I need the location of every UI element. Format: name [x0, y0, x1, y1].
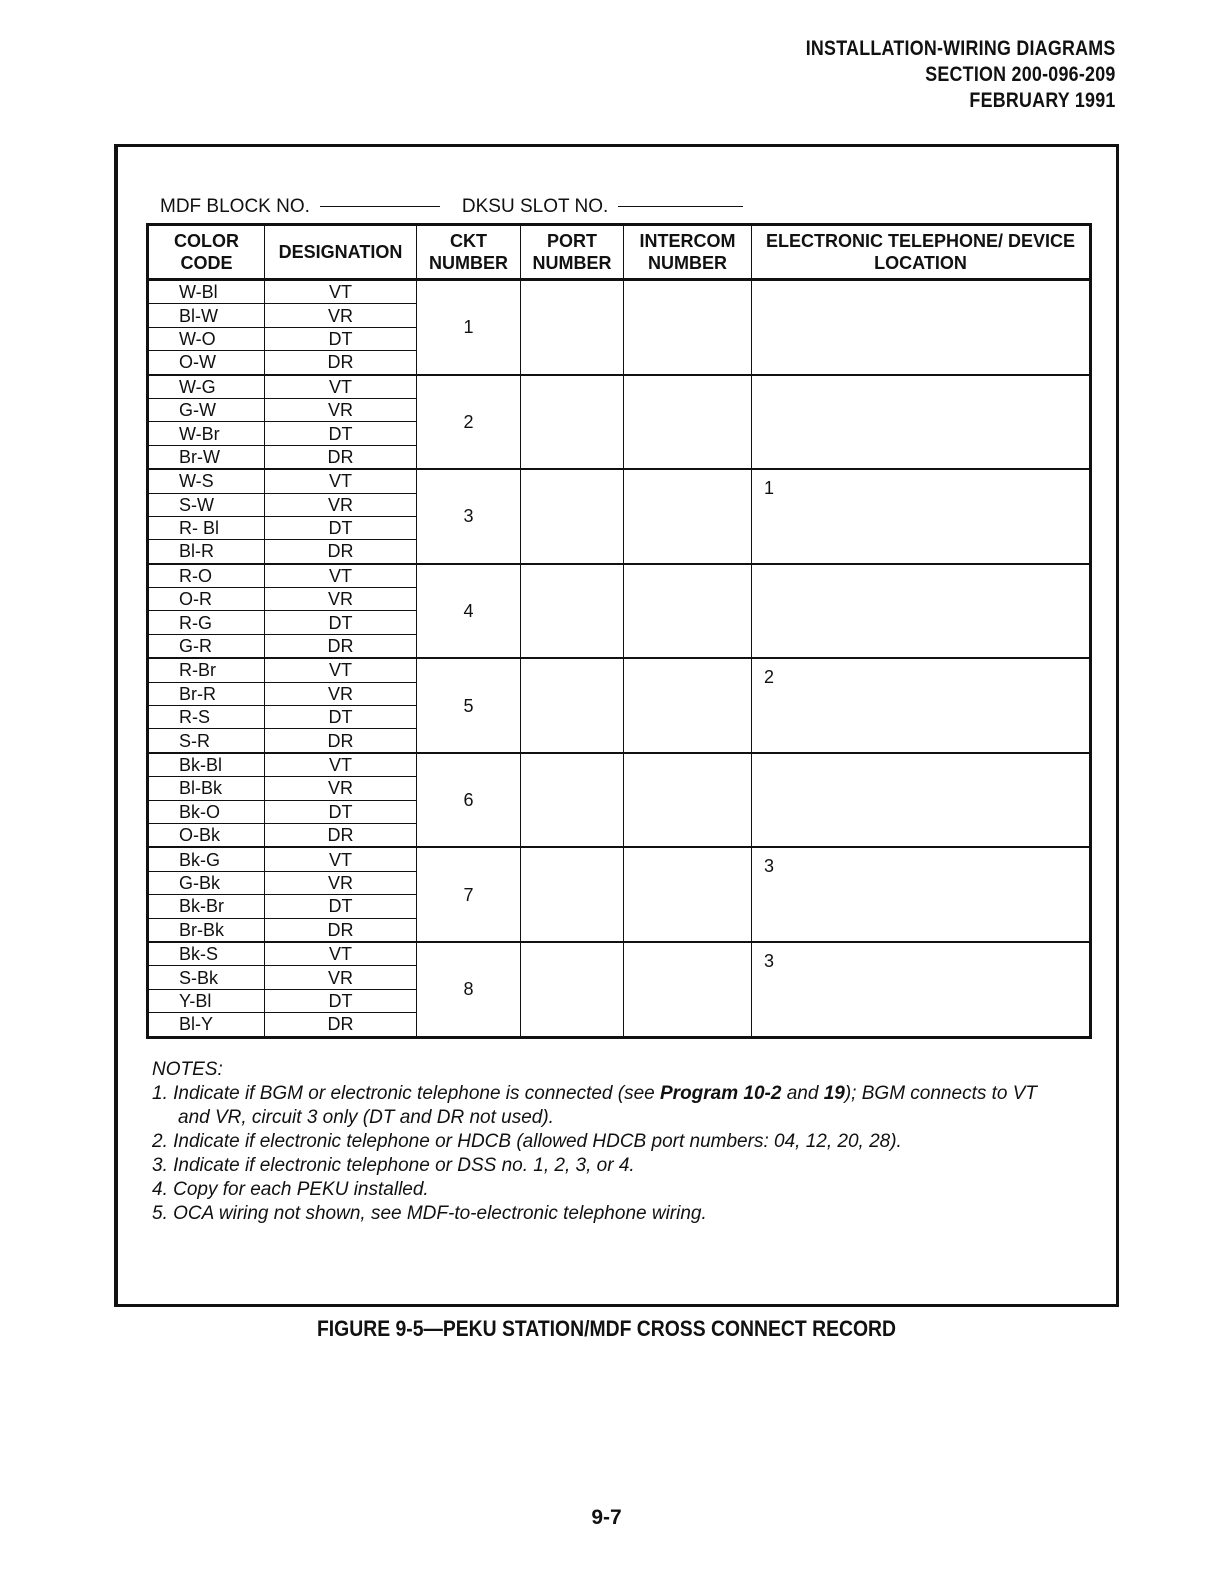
color-code-cell: Bk-Bl	[148, 753, 265, 777]
color-code-cell: W-S	[148, 469, 265, 493]
header-date: FEBRUARY 1991	[969, 89, 1116, 112]
notes	[152, 1058, 1037, 1226]
designation-cell: DR	[265, 1013, 417, 1037]
color-code-cell: G-R	[148, 634, 265, 658]
designation-cell: VR	[265, 304, 417, 327]
figure-caption: FIGURE 9-5—PEKU STATION/MDF CROSS CONNECT RECORD	[316, 1316, 897, 1341]
designation-cell: VR	[265, 588, 417, 611]
color-code-cell: Bl-Bk	[148, 777, 265, 800]
mdf-block-label: MDF BLOCK NO.	[160, 196, 310, 217]
port-number-cell[interactable]	[521, 280, 624, 375]
designation-cell: DR	[265, 729, 417, 753]
document-header	[806, 36, 1116, 114]
column-header: INTERCOM NUMBER	[624, 225, 752, 280]
port-number-cell[interactable]	[521, 469, 624, 564]
designation-cell: VR	[265, 493, 417, 516]
note-3: 3. Indicate if electronic telephone or DSS no. 1, 2, 3, or 4.	[152, 1155, 635, 1176]
device-location-cell[interactable]: 3	[752, 847, 1091, 942]
notes-title: NOTES:	[152, 1059, 223, 1080]
note-2: 2. Indicate if electronic telephone or HDCB (allowed HDCB port numbers: 04, 12, 20, 28).	[152, 1131, 902, 1152]
table-row	[148, 469, 1091, 493]
color-code-cell: R-Br	[148, 658, 265, 682]
device-location-cell[interactable]	[752, 280, 1091, 375]
color-code-cell: Bl-R	[148, 540, 265, 564]
device-location-cell[interactable]: 3	[752, 942, 1091, 1037]
note-4: 4. Copy for each PEKU installed.	[152, 1179, 429, 1200]
designation-cell: DT	[265, 800, 417, 823]
column-header: DESIGNATION	[265, 225, 417, 280]
column-header: PORT NUMBER	[521, 225, 624, 280]
color-code-cell: R-O	[148, 564, 265, 588]
page-number: 9-7	[591, 1506, 622, 1529]
color-code-cell: W-G	[148, 375, 265, 399]
designation-cell: DT	[265, 327, 417, 350]
cross-connect-table	[146, 223, 1092, 1039]
column-header: ELECTRONIC TELEPHONE/ DEVICE LOCATION	[752, 225, 1091, 280]
note-1-text: 1. Indicate if BGM or electronic telephone is connected (see	[152, 1083, 660, 1104]
device-location-cell[interactable]	[752, 375, 1091, 470]
port-number-cell[interactable]	[521, 658, 624, 753]
note-1-continued: and VR, circuit 3 only (DT and DR not used).	[178, 1107, 554, 1128]
color-code-cell: R- Bl	[148, 516, 265, 539]
color-code-cell: W-Bl	[148, 280, 265, 304]
designation-cell: DT	[265, 989, 417, 1012]
header-title: INSTALLATION-WIRING DIAGRAMS	[806, 37, 1116, 60]
ckt-number-cell: 8	[417, 942, 521, 1037]
ckt-number-cell: 3	[417, 469, 521, 564]
table-row	[148, 847, 1091, 871]
ckt-number-cell: 6	[417, 753, 521, 848]
device-location-cell[interactable]	[752, 753, 1091, 848]
designation-cell: DT	[265, 706, 417, 729]
designation-cell: DR	[265, 351, 417, 375]
column-header: COLOR CODE	[148, 225, 265, 280]
color-code-cell: S-Bk	[148, 966, 265, 989]
color-code-cell: Br-R	[148, 682, 265, 705]
mdf-block-field[interactable]	[320, 206, 440, 207]
dksu-slot-field[interactable]	[618, 206, 743, 207]
intercom-number-cell[interactable]	[624, 375, 752, 470]
ckt-number-cell: 2	[417, 375, 521, 470]
designation-cell: VT	[265, 658, 417, 682]
color-code-cell: Bk-G	[148, 847, 265, 871]
note-5: 5. OCA wiring not shown, see MDF-to-electronic telephone wiring.	[152, 1203, 707, 1224]
color-code-cell: R-G	[148, 611, 265, 634]
note-1-program-ref-2: 19	[823, 1083, 845, 1104]
form-fields	[160, 196, 743, 218]
designation-cell: DR	[265, 823, 417, 847]
port-number-cell[interactable]	[521, 375, 624, 470]
table-row	[148, 564, 1091, 588]
intercom-number-cell[interactable]	[624, 280, 752, 375]
designation-cell: VT	[265, 753, 417, 777]
designation-cell: VR	[265, 871, 417, 894]
color-code-cell: Bl-W	[148, 304, 265, 327]
color-code-cell: O-R	[148, 588, 265, 611]
table-row	[148, 280, 1091, 304]
color-code-cell: Br-W	[148, 445, 265, 469]
intercom-number-cell[interactable]	[624, 469, 752, 564]
port-number-cell[interactable]	[521, 753, 624, 848]
designation-cell: DT	[265, 611, 417, 634]
designation-cell: DR	[265, 445, 417, 469]
color-code-cell: S-W	[148, 493, 265, 516]
dksu-slot-label: DKSU SLOT NO.	[461, 196, 609, 217]
designation-cell: VT	[265, 847, 417, 871]
color-code-cell: O-W	[148, 351, 265, 375]
designation-cell: DT	[265, 422, 417, 445]
device-location-cell[interactable]: 2	[752, 658, 1091, 753]
note-1-program-ref: Program 10-2	[660, 1083, 782, 1104]
color-code-cell: Y-Bl	[148, 989, 265, 1012]
designation-cell: VT	[265, 375, 417, 399]
intercom-number-cell[interactable]	[624, 942, 752, 1037]
device-location-cell[interactable]	[752, 564, 1091, 659]
ckt-number-cell: 7	[417, 847, 521, 942]
designation-cell: VT	[265, 280, 417, 304]
table-row	[148, 375, 1091, 399]
color-code-cell: G-W	[148, 398, 265, 421]
device-location-cell[interactable]: 1	[752, 469, 1091, 564]
color-code-cell: Bk-Br	[148, 895, 265, 918]
color-code-cell: Br-Bk	[148, 918, 265, 942]
color-code-cell: O-Bk	[148, 823, 265, 847]
column-header: CKT NUMBER	[417, 225, 521, 280]
intercom-number-cell[interactable]	[624, 847, 752, 942]
intercom-number-cell[interactable]	[624, 658, 752, 753]
port-number-cell[interactable]	[521, 847, 624, 942]
color-code-cell: S-R	[148, 729, 265, 753]
table-row	[148, 658, 1091, 682]
designation-cell: DR	[265, 540, 417, 564]
designation-cell: VR	[265, 966, 417, 989]
designation-cell: DT	[265, 516, 417, 539]
table-row	[148, 942, 1091, 966]
note-1	[152, 1082, 1037, 1106]
ckt-number-cell: 5	[417, 658, 521, 753]
color-code-cell: Bk-S	[148, 942, 265, 966]
port-number-cell[interactable]	[521, 942, 624, 1037]
designation-cell: VR	[265, 682, 417, 705]
color-code-cell: R-S	[148, 706, 265, 729]
intercom-number-cell[interactable]	[624, 753, 752, 848]
intercom-number-cell[interactable]	[624, 564, 752, 659]
color-code-cell: Bk-O	[148, 800, 265, 823]
designation-cell: VT	[265, 564, 417, 588]
designation-cell: DT	[265, 895, 417, 918]
color-code-cell: W-Br	[148, 422, 265, 445]
designation-cell: VT	[265, 469, 417, 493]
designation-cell: VR	[265, 777, 417, 800]
color-code-cell: Bl-Y	[148, 1013, 265, 1037]
color-code-cell: G-Bk	[148, 871, 265, 894]
note-1-text-end: ); BGM connects to VT	[844, 1083, 1038, 1104]
designation-cell: VT	[265, 942, 417, 966]
designation-cell: VR	[265, 398, 417, 421]
color-code-cell: W-O	[148, 327, 265, 350]
port-number-cell[interactable]	[521, 564, 624, 659]
header-section: SECTION 200-096-209	[925, 63, 1116, 86]
designation-cell: DR	[265, 918, 417, 942]
ckt-number-cell: 1	[417, 280, 521, 375]
table-row	[148, 753, 1091, 777]
designation-cell: DR	[265, 634, 417, 658]
ckt-number-cell: 4	[417, 564, 521, 659]
note-1-text-mid: and	[781, 1083, 824, 1104]
